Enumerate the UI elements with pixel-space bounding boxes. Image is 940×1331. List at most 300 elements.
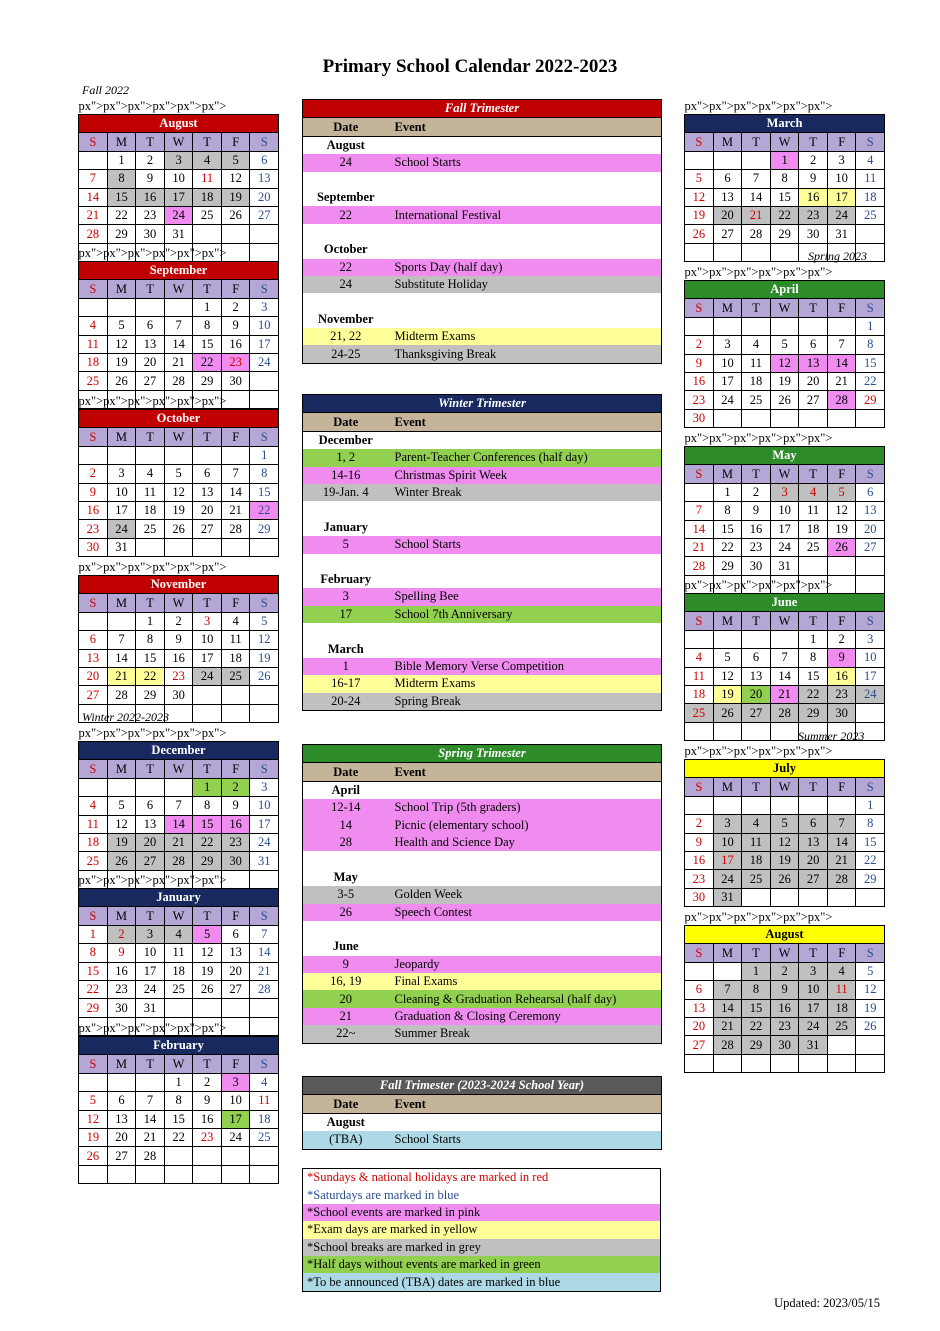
weekday-label: S xyxy=(685,465,714,483)
day-cell: 16 xyxy=(107,962,136,980)
day-cell: 26 xyxy=(827,538,856,556)
events-table xyxy=(302,1076,662,1150)
empty-cell xyxy=(713,317,742,335)
month-name: January xyxy=(79,889,279,907)
day-cell: 22 xyxy=(799,685,828,703)
day-cell: 7 xyxy=(827,815,856,833)
day-cell: 14 xyxy=(827,833,856,851)
empty-cell xyxy=(164,704,193,722)
event-date: 19-Jan. 4 xyxy=(303,484,389,501)
day-cell: 15 xyxy=(136,649,165,667)
day-cell: 12 xyxy=(193,944,222,962)
day-cell: 21 xyxy=(685,538,714,556)
weekday-label: S xyxy=(79,907,108,925)
day-cell: 2 xyxy=(107,925,136,943)
day-cell: 8 xyxy=(107,170,136,188)
day-cell: 29 xyxy=(856,870,885,888)
empty-cell xyxy=(250,372,279,390)
empty-cell xyxy=(827,317,856,335)
day-cell: 28 xyxy=(136,1147,165,1165)
day-cell: 2 xyxy=(685,336,714,354)
day-cell: 26 xyxy=(770,870,799,888)
day-cell: 19 xyxy=(250,649,279,667)
empty-cell xyxy=(685,151,714,169)
day-cell: 19 xyxy=(79,1128,108,1146)
weekday-label: M xyxy=(107,594,136,612)
empty-cell xyxy=(799,557,828,575)
event-month: August xyxy=(303,1113,389,1131)
day-cell: 11 xyxy=(250,1092,279,1110)
weekday-label: S xyxy=(856,612,885,630)
day-cell: 1 xyxy=(856,317,885,335)
day-cell: 18 xyxy=(742,851,771,869)
trimester-title: Spring Trimester xyxy=(303,745,662,763)
empty-cell xyxy=(742,409,771,427)
day-cell: 27 xyxy=(713,225,742,243)
event-month: March xyxy=(303,640,389,657)
empty-cell xyxy=(221,225,250,243)
empty-cell xyxy=(107,298,136,316)
weekday-label: W xyxy=(770,612,799,630)
month-name: June xyxy=(685,594,885,612)
day-cell: 9 xyxy=(193,1092,222,1110)
empty-cell xyxy=(827,409,856,427)
day-cell: 10 xyxy=(193,631,222,649)
day-cell: 20 xyxy=(799,372,828,390)
day-cell: 27 xyxy=(193,520,222,538)
day-cell: 28 xyxy=(827,870,856,888)
day-cell: 25 xyxy=(250,1128,279,1146)
day-cell: 31 xyxy=(107,538,136,556)
day-cell: 30 xyxy=(685,888,714,906)
day-cell: 13 xyxy=(713,188,742,206)
day-cell: 24 xyxy=(856,685,885,703)
empty-cell xyxy=(742,151,771,169)
events-table xyxy=(302,394,662,711)
weekday-label: S xyxy=(79,428,108,446)
weekday-label: S xyxy=(79,1055,108,1073)
empty-cell xyxy=(250,225,279,243)
month-calendar: px">px">px">px">px">px">December S M T W T F S 1 2 3 4 5 6 7 8 9 10 11 12 13 14 15 16 17 18 19 20 21 22 23 24 25 26 27 28 29 30 31 xyxy=(78,726,279,889)
day-cell: 23 xyxy=(136,206,165,224)
weekday-label: F xyxy=(827,612,856,630)
empty-cell xyxy=(164,1165,193,1183)
day-cell: 29 xyxy=(107,225,136,243)
day-cell: 12 xyxy=(713,667,742,685)
legend-item: *To be announced (TBA) dates are marked in blue xyxy=(303,1273,661,1291)
day-cell: 24 xyxy=(250,833,279,851)
day-cell: 10 xyxy=(770,502,799,520)
weekday-label: W xyxy=(770,944,799,962)
day-cell: 1 xyxy=(799,630,828,648)
day-cell: 7 xyxy=(770,649,799,667)
day-cell: 19 xyxy=(685,206,714,224)
empty-cell xyxy=(136,538,165,556)
day-cell: 14 xyxy=(164,815,193,833)
day-cell: 14 xyxy=(136,1110,165,1128)
empty-cell xyxy=(164,446,193,464)
empty-cell xyxy=(221,1165,250,1183)
month-name: October xyxy=(79,410,279,428)
event-date: 1 xyxy=(303,658,389,675)
month-calendar: px">px">px">px">px">px">May S M T W T F S 1 2 3 4 5 6 7 8 9 10 11 12 13 14 15 16 17 18 19 20 21 22 23 24 25 26 27 28 29 30 31 xyxy=(684,431,885,594)
empty-cell xyxy=(856,225,885,243)
day-cell: 28 xyxy=(742,225,771,243)
event-name: Midterm Exams xyxy=(389,328,662,345)
events-table xyxy=(302,744,662,1044)
weekday-label: T xyxy=(193,280,222,298)
day-cell: 5 xyxy=(164,465,193,483)
empty-cell xyxy=(107,778,136,796)
day-cell: 9 xyxy=(107,944,136,962)
spacer xyxy=(303,172,389,189)
month-name: July xyxy=(685,760,885,778)
weekday-label: S xyxy=(79,133,108,151)
empty-cell xyxy=(685,317,714,335)
weekday-label: S xyxy=(856,133,885,151)
month-calendar: px">px">px">px">px">px">July S M T W T F S 1 2 3 4 5 6 7 8 9 10 11 12 13 14 15 16 17 18 19 20 21 22 23 24 25 26 27 28 29 30 31 xyxy=(684,744,885,907)
weekday-label: S xyxy=(79,760,108,778)
weekday-label: T xyxy=(193,1055,222,1073)
month-name: April xyxy=(685,281,885,299)
day-cell: 26 xyxy=(193,980,222,998)
day-cell: 15 xyxy=(856,354,885,372)
empty-cell xyxy=(713,409,742,427)
day-cell: 15 xyxy=(193,815,222,833)
day-cell: 26 xyxy=(107,372,136,390)
event-month: January xyxy=(303,519,389,536)
day-cell: 8 xyxy=(79,944,108,962)
day-cell: 23 xyxy=(164,667,193,685)
weekday-label: S xyxy=(250,760,279,778)
empty-cell xyxy=(79,151,108,169)
weekday-label: T xyxy=(136,280,165,298)
day-cell: 16 xyxy=(136,188,165,206)
legend-item: *Sundays & national holidays are marked in red xyxy=(303,1169,661,1187)
day-cell: 15 xyxy=(856,833,885,851)
day-cell: 6 xyxy=(742,649,771,667)
day-cell: 16 xyxy=(164,649,193,667)
day-cell: 16 xyxy=(221,815,250,833)
day-cell: 18 xyxy=(193,188,222,206)
day-cell: 12 xyxy=(221,170,250,188)
day-cell: 12 xyxy=(107,335,136,353)
weekday-label: S xyxy=(856,299,885,317)
weekday-label: W xyxy=(770,299,799,317)
empty-cell xyxy=(107,704,136,722)
day-cell: 27 xyxy=(685,1036,714,1054)
empty-cell xyxy=(193,686,222,704)
event-name: Final Exams xyxy=(389,973,662,990)
day-cell: 5 xyxy=(770,336,799,354)
day-cell: 14 xyxy=(221,483,250,501)
day-cell: 12 xyxy=(164,483,193,501)
day-cell: 18 xyxy=(136,501,165,519)
day-cell: 31 xyxy=(136,999,165,1017)
day-cell: 6 xyxy=(136,317,165,335)
empty-cell xyxy=(713,962,742,980)
day-cell: 22 xyxy=(164,1128,193,1146)
empty-cell xyxy=(79,446,108,464)
event-name: School Starts xyxy=(389,154,662,171)
day-cell: 7 xyxy=(742,170,771,188)
day-cell: 5 xyxy=(856,962,885,980)
day-cell: 4 xyxy=(193,151,222,169)
weekday-label: T xyxy=(136,133,165,151)
day-cell: 25 xyxy=(827,1017,856,1035)
month-calendar: px">px">px">px">px">px">August S M T W T F S 1 2 3 4 5 6 7 8 9 10 11 12 13 14 15 16 17 18 19 20 21 22 23 24 25 26 27 28 29 30 31 xyxy=(684,910,885,1073)
events-table xyxy=(302,99,662,364)
day-cell: 17 xyxy=(193,649,222,667)
weekday-label: W xyxy=(164,1055,193,1073)
day-cell: 1 xyxy=(770,151,799,169)
empty-cell xyxy=(250,1165,279,1183)
event-column-header: Event xyxy=(389,118,662,136)
day-cell: 9 xyxy=(79,483,108,501)
legend xyxy=(302,1168,661,1292)
day-cell: 24 xyxy=(250,353,279,371)
empty-cell xyxy=(685,630,714,648)
day-cell: 15 xyxy=(107,188,136,206)
day-cell: 12 xyxy=(107,815,136,833)
empty-cell xyxy=(685,722,714,740)
day-cell: 17 xyxy=(856,667,885,685)
empty-cell xyxy=(250,538,279,556)
weekday-label: T xyxy=(193,133,222,151)
day-cell: 11 xyxy=(193,170,222,188)
day-cell: 22 xyxy=(136,667,165,685)
legend-item: *School events are marked in pink xyxy=(303,1204,661,1221)
empty-cell xyxy=(193,1147,222,1165)
day-cell: 28 xyxy=(827,391,856,409)
day-cell: 5 xyxy=(221,151,250,169)
event-date: 24-25 xyxy=(303,345,389,363)
empty-cell xyxy=(799,409,828,427)
day-cell: 28 xyxy=(770,704,799,722)
day-cell: 8 xyxy=(164,1092,193,1110)
day-cell: 12 xyxy=(827,502,856,520)
weekday-label: T xyxy=(742,299,771,317)
event-month: August xyxy=(303,136,389,154)
day-cell: 2 xyxy=(221,298,250,316)
weekday-label: F xyxy=(221,428,250,446)
day-cell: 3 xyxy=(250,778,279,796)
day-cell: 19 xyxy=(107,353,136,371)
event-date: 16, 19 xyxy=(303,973,389,990)
day-cell: 16 xyxy=(770,999,799,1017)
empty-cell xyxy=(799,888,828,906)
day-cell: 19 xyxy=(193,962,222,980)
month-calendar: px">px">px">px">px">px">October S M T W T F S 1 2 3 4 5 6 7 8 9 10 11 12 13 14 15 16 17 18 19 20 21 22 23 24 25 26 27 28 29 30 31 xyxy=(78,394,279,557)
day-cell: 21 xyxy=(827,372,856,390)
empty-cell xyxy=(827,1036,856,1054)
day-cell: 8 xyxy=(713,502,742,520)
event-name: Spring Break xyxy=(389,693,662,711)
weekday-label: S xyxy=(250,133,279,151)
day-cell: 1 xyxy=(193,298,222,316)
event-date: 22 xyxy=(303,206,389,223)
day-cell: 24 xyxy=(221,1128,250,1146)
event-date: 21, 22 xyxy=(303,328,389,345)
legend-item: *Saturdays are marked in blue xyxy=(303,1186,661,1203)
day-cell: 17 xyxy=(136,962,165,980)
day-cell: 27 xyxy=(107,1147,136,1165)
weekday-label: M xyxy=(107,1055,136,1073)
day-cell: 2 xyxy=(136,151,165,169)
empty-cell xyxy=(856,704,885,722)
empty-cell xyxy=(79,1165,108,1183)
empty-cell xyxy=(221,538,250,556)
trimester-title: Fall Trimester (2023-2024 School Year) xyxy=(303,1077,662,1095)
empty-cell xyxy=(856,409,885,427)
event-name: Sports Day (half day) xyxy=(389,259,662,276)
day-cell: 7 xyxy=(221,465,250,483)
day-cell: 19 xyxy=(770,372,799,390)
page-title: Primary School Calendar 2022-2023 xyxy=(322,56,618,77)
event-month: September xyxy=(303,189,389,206)
weekday-label: F xyxy=(221,907,250,925)
day-cell: 30 xyxy=(221,372,250,390)
day-cell: 28 xyxy=(221,520,250,538)
empty-cell xyxy=(221,1147,250,1165)
empty-cell xyxy=(250,1147,279,1165)
weekday-label: S xyxy=(250,907,279,925)
event-name: Jeopardy xyxy=(389,956,662,973)
event-date: (TBA) xyxy=(303,1131,389,1149)
day-cell: 30 xyxy=(799,225,828,243)
weekday-label: W xyxy=(164,594,193,612)
day-cell: 28 xyxy=(164,372,193,390)
day-cell: 13 xyxy=(136,335,165,353)
day-cell: 13 xyxy=(742,667,771,685)
weekday-label: F xyxy=(221,280,250,298)
day-cell: 24 xyxy=(713,391,742,409)
day-cell: 25 xyxy=(685,704,714,722)
weekday-label: T xyxy=(799,465,828,483)
empty-cell xyxy=(713,796,742,814)
day-cell: 20 xyxy=(221,962,250,980)
empty-cell xyxy=(742,630,771,648)
day-cell: 23 xyxy=(799,206,828,224)
day-cell: 6 xyxy=(799,815,828,833)
day-cell: 13 xyxy=(193,483,222,501)
day-cell: 25 xyxy=(193,206,222,224)
weekday-label: S xyxy=(250,1055,279,1073)
day-cell: 18 xyxy=(742,372,771,390)
weekday-label: T xyxy=(799,778,828,796)
weekday-label: S xyxy=(250,280,279,298)
weekday-label: S xyxy=(79,280,108,298)
day-cell: 25 xyxy=(742,870,771,888)
day-cell: 26 xyxy=(79,1147,108,1165)
empty-cell xyxy=(799,722,828,740)
empty-cell xyxy=(221,704,250,722)
day-cell: 21 xyxy=(827,851,856,869)
weekday-label: T xyxy=(193,907,222,925)
weekday-label: F xyxy=(827,465,856,483)
day-cell: 23 xyxy=(107,980,136,998)
month-calendar: px">px">px">px">px">px">February S M T W T F S 1 2 3 4 5 6 7 8 9 10 11 12 13 14 15 16 17 18 19 20 21 22 23 24 25 26 27 28 xyxy=(78,1021,279,1184)
month-calendar: px">px">px">px">px">px">November S M T W T F S 1 2 3 4 5 6 7 8 9 10 11 12 13 14 15 16 17 18 19 20 21 22 23 24 25 26 27 28 29 30 xyxy=(78,560,279,723)
day-cell: 4 xyxy=(79,317,108,335)
day-cell: 29 xyxy=(136,686,165,704)
weekday-label: S xyxy=(250,594,279,612)
empty-cell xyxy=(827,243,856,261)
day-cell: 25 xyxy=(79,852,108,870)
day-cell: 17 xyxy=(107,501,136,519)
weekday-label: T xyxy=(136,760,165,778)
day-cell: 5 xyxy=(79,1092,108,1110)
weekday-label: M xyxy=(713,778,742,796)
empty-cell xyxy=(799,243,828,261)
empty-cell xyxy=(713,243,742,261)
day-cell: 1 xyxy=(164,1073,193,1091)
day-cell: 11 xyxy=(742,354,771,372)
event-date: 3 xyxy=(303,588,389,605)
day-cell: 9 xyxy=(742,502,771,520)
day-cell: 23 xyxy=(770,1017,799,1035)
empty-cell xyxy=(79,704,108,722)
weekday-label: F xyxy=(221,1055,250,1073)
empty-cell xyxy=(79,1073,108,1091)
month-calendar: px">px">px">px">px">px">June S M T W T F S 1 2 3 4 5 6 7 8 9 10 11 12 13 14 15 16 17 18 19 20 21 22 23 24 25 26 27 28 29 30 xyxy=(684,578,885,741)
empty-cell xyxy=(799,1054,828,1072)
weekday-label: S xyxy=(685,612,714,630)
trimester-title: Fall Trimester xyxy=(303,100,662,118)
empty-cell xyxy=(713,1054,742,1072)
weekday-label: T xyxy=(136,594,165,612)
day-cell: 10 xyxy=(250,317,279,335)
day-cell: 12 xyxy=(770,354,799,372)
day-cell: 23 xyxy=(221,833,250,851)
empty-cell xyxy=(250,704,279,722)
spacer xyxy=(303,623,389,640)
day-cell: 3 xyxy=(193,612,222,630)
day-cell: 13 xyxy=(856,502,885,520)
day-cell: 3 xyxy=(799,962,828,980)
weekday-label: T xyxy=(136,428,165,446)
season-fall: Fall 2022 xyxy=(82,83,129,97)
empty-cell xyxy=(136,298,165,316)
day-cell: 14 xyxy=(685,520,714,538)
day-cell: 9 xyxy=(770,981,799,999)
legend-item: *School breaks are marked in grey xyxy=(303,1239,661,1256)
empty-cell xyxy=(221,999,250,1017)
weekday-label: S xyxy=(685,299,714,317)
day-cell: 17 xyxy=(770,520,799,538)
day-cell: 15 xyxy=(79,962,108,980)
weekday-label: F xyxy=(221,594,250,612)
day-cell: 10 xyxy=(799,981,828,999)
day-cell: 22 xyxy=(713,538,742,556)
weekday-label: T xyxy=(742,133,771,151)
event-date: 20 xyxy=(303,990,389,1007)
day-cell: 13 xyxy=(79,649,108,667)
day-cell: 2 xyxy=(193,1073,222,1091)
empty-cell xyxy=(856,722,885,740)
day-cell: 1 xyxy=(856,796,885,814)
day-cell: 12 xyxy=(79,1110,108,1128)
day-cell: 16 xyxy=(685,851,714,869)
day-cell: 12 xyxy=(856,981,885,999)
day-cell: 11 xyxy=(799,502,828,520)
weekday-label: F xyxy=(827,299,856,317)
day-cell: 18 xyxy=(164,962,193,980)
day-cell: 17 xyxy=(713,851,742,869)
day-cell: 10 xyxy=(164,170,193,188)
day-cell: 3 xyxy=(107,465,136,483)
day-cell: 8 xyxy=(799,649,828,667)
